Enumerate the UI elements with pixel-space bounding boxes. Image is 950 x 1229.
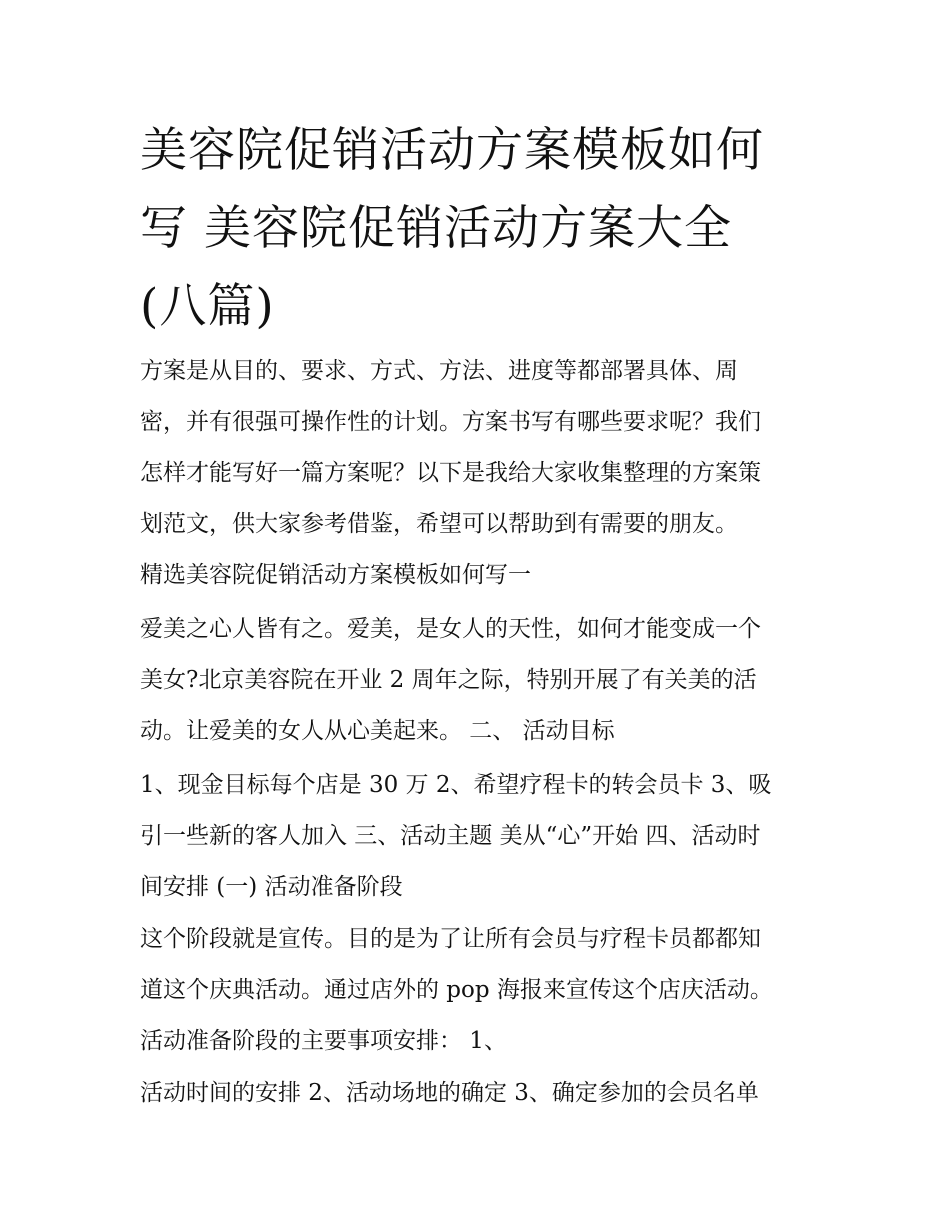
body-line: 间安排 (一) 活动准备阶段 <box>140 874 403 900</box>
body-line: 爱美之心人皆有之。爱美，是女人的天性，如何才能变成一个 <box>140 616 761 642</box>
body-line: 活动时间的安排 2、活动场地的确定 3、确定参加的会员名单 <box>140 1080 759 1106</box>
body-line: 动。让爱美的女人从心美起来。 二、 活动目标 <box>140 718 615 744</box>
body-line: 引一些新的客人加入 三、活动主题 美从“心”开始 四、活动时 <box>140 823 761 849</box>
body-line: 怎样才能写好一篇方案呢？以下是我给大家收集整理的方案策 <box>140 460 761 486</box>
body-line: 这个阶段就是宣传。目的是为了让所有会员与疗程卡员都都知 <box>140 926 761 952</box>
body-line: 划范文，供大家参考借鉴，希望可以帮助到有需要的朋友。 <box>140 511 738 537</box>
body-line: 方案是从目的、要求、方式、方法、进度等都部署具体、周 <box>140 358 738 384</box>
document-title <box>140 112 820 346</box>
section-heading: 精选美容院促销活动方案模板如何写一 <box>140 562 531 588</box>
title-line-3: (八篇) <box>140 279 275 334</box>
body-line: 活动准备阶段的主要事项安排： 1、 <box>140 1028 507 1054</box>
body-line: 美女?北京美容院在开业 2 周年之际，特别开展了有关美的活 <box>140 667 757 693</box>
title-line-2: 写 美容院促销活动方案大全 <box>140 201 732 256</box>
body-line: 密，并有很强可操作性的计划。方案书写有哪些要求呢？我们 <box>140 409 761 435</box>
body-line: 道这个庆典活动。通过店外的 pop 海报来宣传这个店庆活动。 <box>140 977 773 1003</box>
body-line: 1、现金目标每个店是 30 万 2、希望疗程卡的转会员卡 3、吸 <box>140 772 772 798</box>
title-line-1: 美容院促销活动方案模板如何 <box>140 123 764 178</box>
